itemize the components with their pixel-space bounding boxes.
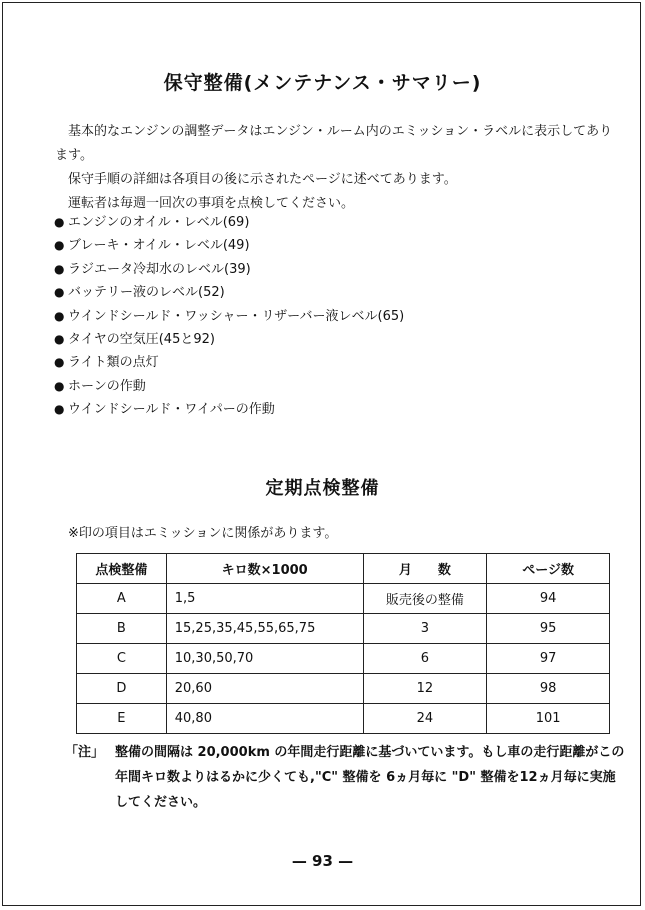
emission-note: ※印の項目はエミッションに関係があります。 xyxy=(68,526,338,541)
checklist-item xyxy=(54,328,404,351)
page-title: 保守整備(メンテナンス・サマリー) xyxy=(163,72,482,94)
checklist-item-label: ホーンの作動 xyxy=(68,378,146,394)
checklist-item xyxy=(54,211,404,234)
kilometers-cell: 10,30,50,70 xyxy=(166,644,363,674)
footnote-text: 整備の間隔は 20,000km の年間走行距離に基づいています。もし車の走行距離がこの年間キロ数よりはるかに少くても,"C" 整備を 6ヵ月毎に "D" 整備を12ヵ月毎に実施してください。 xyxy=(115,745,625,810)
page-cell: 94 xyxy=(487,584,610,614)
checklist-item-label: ウインドシールド・ワッシャー・リザーバー液レベル(65) xyxy=(68,308,405,324)
table-row xyxy=(77,704,610,734)
service-code-cell: D xyxy=(77,674,167,704)
checklist-item-label: バッテリー液のレベル(52) xyxy=(68,285,225,301)
section-title: 定期点検整備 xyxy=(265,478,380,499)
checklist-item xyxy=(54,351,404,374)
kilometers-cell: 40,80 xyxy=(166,704,363,734)
bullet-icon: ● xyxy=(54,331,65,346)
bullet-icon: ● xyxy=(54,238,65,253)
page-cell: 101 xyxy=(487,704,610,734)
kilometers-cell: 20,60 xyxy=(166,674,363,704)
checklist-item-label: ウインドシールド・ワイパーの作動 xyxy=(68,402,275,418)
column-header-page: ページ数 xyxy=(487,554,610,584)
page-cell: 97 xyxy=(487,644,610,674)
checklist-item-label: ブレーキ・オイル・レベル(49) xyxy=(68,238,250,254)
table-row xyxy=(77,614,610,644)
bullet-icon: ● xyxy=(54,355,65,370)
intro-paragraph-2: 保守手順の詳細は各項目の後に示されたページに述べてあります。 xyxy=(68,172,457,187)
intro-paragraph-1: 基本的なエンジンの調整データはエンジン・ルーム内のエミッション・ラベルに表示してあります。 xyxy=(55,124,613,163)
checklist-item xyxy=(54,281,404,304)
service-code-cell: B xyxy=(77,614,167,644)
bullet-icon: ● xyxy=(54,285,65,300)
kilometers-cell: 15,25,35,45,55,65,75 xyxy=(166,614,363,644)
bullet-icon: ● xyxy=(54,215,65,229)
page-cell: 98 xyxy=(487,674,610,704)
bullet-icon: ● xyxy=(54,402,65,417)
maintenance-schedule-table xyxy=(76,553,610,734)
bullet-icon: ● xyxy=(54,308,65,323)
footnote xyxy=(65,740,625,815)
kilometers-cell: 1,5 xyxy=(166,584,363,614)
months-cell: 6 xyxy=(363,644,487,674)
page-number: — 93 — xyxy=(291,852,354,870)
checklist-item xyxy=(54,234,404,257)
months-cell: 24 xyxy=(363,704,487,734)
intro-paragraph-3: 運転者は毎週一回次の事項を点検してください。 xyxy=(68,196,355,211)
column-header-months: 月 数 xyxy=(363,554,487,584)
table-header-row xyxy=(77,554,610,584)
column-header-service: 点検整備 xyxy=(77,554,167,584)
table-row xyxy=(77,674,610,704)
table-row xyxy=(77,584,610,614)
checklist-item xyxy=(54,258,404,281)
bullet-icon: ● xyxy=(54,261,65,276)
checklist-item xyxy=(54,375,404,398)
checklist-item-label: タイヤの空気圧(45と92) xyxy=(68,331,215,347)
service-code-cell: E xyxy=(77,704,167,734)
checklist-item-label: エンジンのオイル・レベル(69) xyxy=(68,215,250,230)
checklist-item xyxy=(54,305,404,328)
months-cell: 12 xyxy=(363,674,487,704)
months-cell: 3 xyxy=(363,614,487,644)
service-code-cell: A xyxy=(77,584,167,614)
column-header-kilometers: キロ数×1000 xyxy=(166,554,363,584)
page-cell: 95 xyxy=(487,614,610,644)
months-cell: 販売後の整備 xyxy=(363,584,487,614)
checklist-item xyxy=(54,398,404,421)
service-code-cell: C xyxy=(77,644,167,674)
intro-text xyxy=(55,120,615,216)
checklist-item-label: ライト類の点灯 xyxy=(68,355,159,371)
checklist-item-label: ラジエータ冷却水のレベル(39) xyxy=(68,261,251,277)
bullet-icon: ● xyxy=(54,378,65,393)
footnote-mark: 「注」 xyxy=(65,745,105,760)
weekly-checklist xyxy=(54,211,404,422)
table-row xyxy=(77,644,610,674)
